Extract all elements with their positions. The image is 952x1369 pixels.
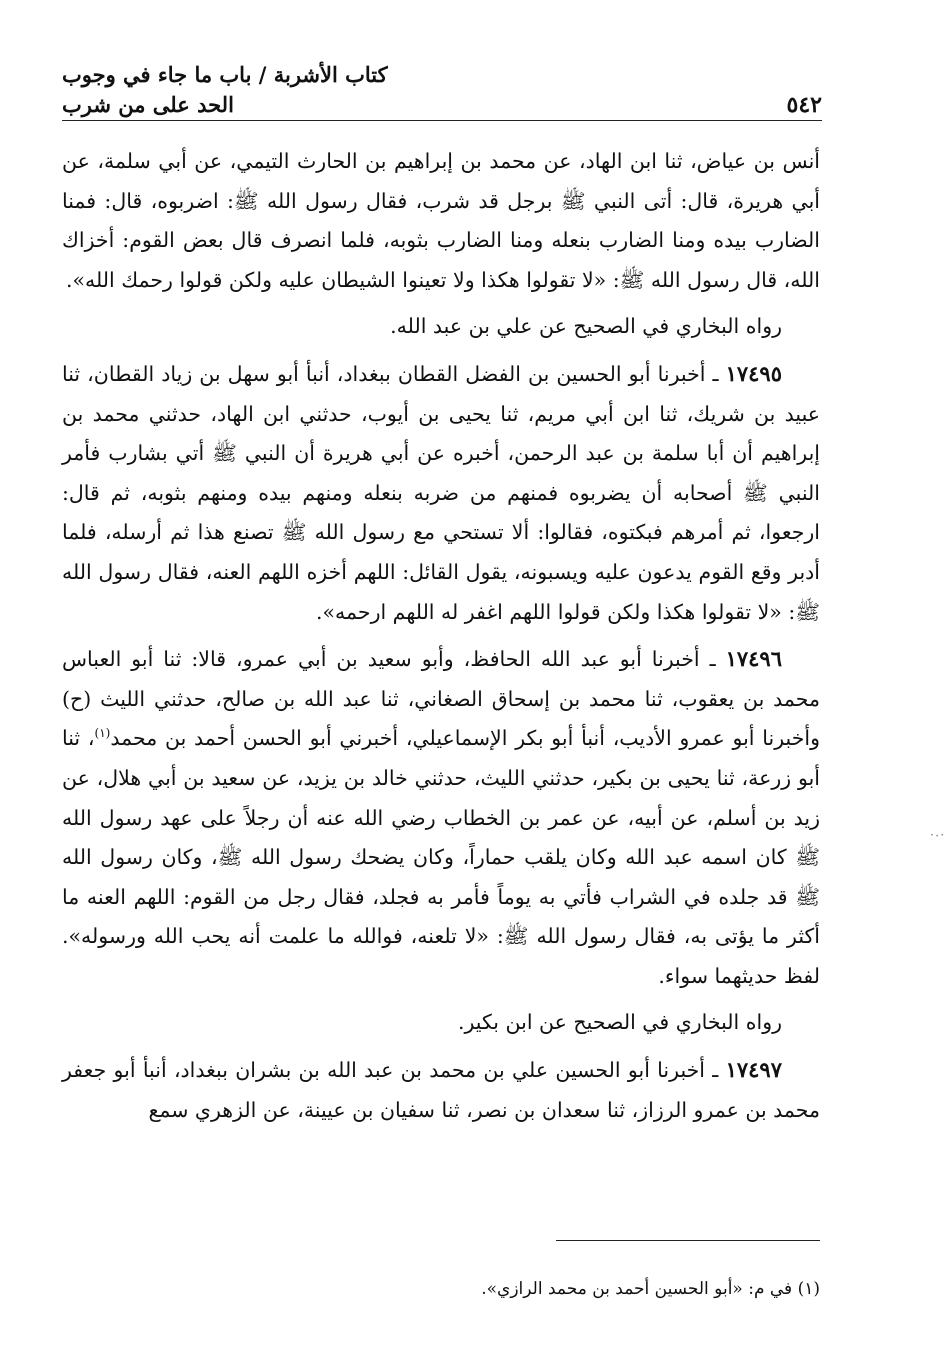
hadith-17497 [62, 1050, 820, 1130]
footnote-reference[interactable]: (١) [94, 726, 111, 741]
hadith-number: ١٧٤٩٥ [725, 360, 782, 386]
body-text [62, 142, 820, 1130]
hadith-17496 [62, 639, 820, 996]
page-number: ٥٤٢ [786, 92, 822, 118]
hadith-number: ١٧٤٩٦ [725, 646, 782, 672]
header-title: كتاب الأشربة / باب ما جاء في وجوب الحد على من شرب [61, 62, 388, 117]
paragraph-attribution: رواه البخاري في الصحيح عن ابن بكير. [457, 1010, 782, 1035]
hadith-text: ـ أخبرنا أبو الحسين بن الفضل القطان ببغداد، أنبأ أبو سهل بن زياد القطان، ثنا عبيد بن شريك، ثنا ابن أبي مريم، ثنا يحيى بن أيوب، حدثني ابن الهاد، حدثني محمد بن إبراهيم أن أبا سلمة بن عبد الرحمن، أخبره عن أبي هريرة أن النبي ﷺ أتي بشارب فأمر النبي ﷺ أصحابه أن يضربوه فمنهم من ضربه بنعله ومنهم بيده ومنهم بثوبه، ثم قال: ارجعوا، ثم أمرهم فبكتوه، فقالوا: ألا تستحي مع رسول الله ﷺ تصنع هذا ثم أرسله، فلما أدبر وقع القوم يدعون عليه ويسبونه، يقول القائل: اللهم أخزه اللهم العنه، فقال رسول الله ﷺ: «لا تقولوا هكذا ولكن قولوا اللهم اغفر له اللهم ارحمه». [62, 361, 820, 624]
hadith-number: ١٧٤٩٧ [725, 1057, 782, 1083]
paragraph-attribution: رواه البخاري في الصحيح عن علي بن عبد الله. [390, 314, 782, 339]
footnote: (١) في م: «أبو الحسين أحمد بن محمد الرازي». [481, 1279, 820, 1299]
hadith-17495 [62, 354, 820, 632]
margin-mark: ·٠· [930, 828, 945, 842]
running-header [61, 62, 822, 121]
footnote-separator [556, 1240, 820, 1241]
paragraph-continuation: أنس بن عياض، ثنا ابن الهاد، عن محمد بن إبراهيم بن الحارث التيمي، عن أبي سلمة، عن أبي هريرة، قال: أتى النبي ﷺ برجل قد شرب، فقال رسول الله ﷺ: اضربوه، قال: فمنا الضارب بيده ومنا الضارب بنعله ومنا الضارب بثوبه، فلما انصرف قال بعض القوم: أخزاك الله، قال رسول الله ﷺ: «لا تقولوا هكذا ولا تعينوا الشيطان عليه ولكن قولوا رحمك الله». [62, 149, 820, 292]
hadith-text: ـ أخبرنا أبو الحسين علي بن محمد بن عبد الله بن بشران ببغداد، أنبأ أبو جعفر محمد بن عمرو الرزاز، ثنا سعدان بن نصر، ثنا سفيان بن عيينة، عن الزهري سمع [62, 1058, 820, 1122]
hadith-text-part-a: ـ أخبرنا أبو عبد الله الحافظ، وأبو سعيد بن أبي عمرو، قالا: ثنا أبو العباس محمد بن يعقوب، ثنا محمد بن إسحاق الصغاني، ثنا عبد الله بن صالح، حدثني الليث (ح) وأخبرنا أبو عمرو الأديب، أنبأ أبو بكر الإسماعيلي، أخبرني أبو الحسن أحمد بن محمد [62, 647, 820, 751]
hadith-text-part-b: ، ثنا أبو زرعة، ثنا يحيى بن بكير، حدثني الليث، حدثني خالد بن يزيد، عن سعيد بن أبي هلال، عن زيد بن أسلم، عن أبيه، عن عمر بن الخطاب رضي الله عنه أن رجلاً على عهد رسول الله ﷺ كان اسمه عبد الله وكان يلقب حماراً، وكان يضحك رسول الله ﷺ، وكان رسول الله ﷺ قد جلده في الشراب فأتي به يوماً فأمر به فجلد، فقال رجل من القوم: اللهم العنه ما أكثر ما يؤتى به، فقال رسول الله ﷺ: «لا تلعنه، فوالله ما علمت أنه يحب الله ورسوله». لفظ حديثهما سواء. [62, 726, 820, 988]
